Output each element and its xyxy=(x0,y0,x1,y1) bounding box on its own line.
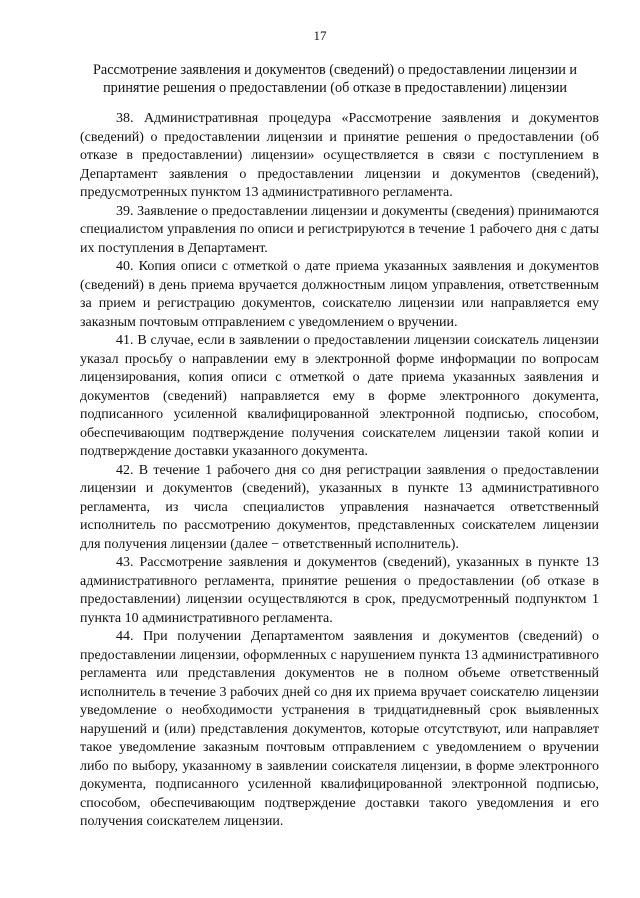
page-number: 17 xyxy=(313,28,327,43)
document-body xyxy=(80,110,599,832)
paragraph-43: 43. Рассмотрение заявления и документов (сведений), указанных в пункте 13 административного регламента, принятие решения о предоставлении (об отказе в предоставлении) лицензии осуществляются в срок, предусмотренный подпунктом 1 пункта 10 административного регламента. xyxy=(80,555,599,626)
section-heading: Рассмотрение заявления и документов (сведений) о предоставлении лицензии и принятие решения о предоставлении (об отказе в предоставлении) лицензии xyxy=(93,62,577,96)
paragraph-39: 39. Заявление о предоставлении лицензии и документы (сведения) принимаются специалистом управления по описи и регистрируются в течение 1 рабочего дня с даты их поступления в Департамент. xyxy=(80,203,599,256)
paragraph-41: 41. В случае, если в заявлении о предоставлении лицензии соискатель лицензии указал просьбу о направлении ему в электронной форме информации по вопросам лицензирования, копия описи с отметкой о дате приема указанных заявления и документов (сведений) направляется ему в форме электронного документа, подписанного усиленной квалифицированной электронной подписью, способом, обеспечивающим подтверждение получения соискателем лицензии такой копии и подтверждение доставки указанного документа. xyxy=(80,333,599,459)
paragraph-42: 42. В течение 1 рабочего дня со дня регистрации заявления о предоставлении лицензии и документов (сведений), указанных в пункте 13 административного регламента, из числа специалистов управления назначается ответственный исполнитель по рассмотрению документов, представленных соискателем лицензии для получения лицензии (далее − ответственный исполнитель). xyxy=(80,462,599,552)
paragraph-38: 38. Административная процедура «Рассмотрение заявления и документов (сведений) о предоставлении лицензии и принятие решения о предоставлении (об отказе в предоставлении) лицензии» осуществляется в связи с поступлением в Департамент заявления о предоставлении лицензии и документов (сведений), предусмотренных пунктом 13 административного регламента. xyxy=(80,111,599,200)
paragraph-40: 40. Копия описи с отметкой о дате приема указанных заявления и документов (сведений) в день приема вручается должностным лицом управления, ответственным за прием и регистрацию документов, соискателю лицензии или направляется ему заказным почтовым отправлением с уведомлением о вручении. xyxy=(80,259,599,330)
paragraph-44: 44. При получении Департаментом заявления и документов (сведений) о предоставлении лицензии, оформленных с нарушением пункта 13 административного регламента или представления документов не в полном объеме ответственный исполнитель в течение 3 рабочих дней со дня их приема вручает соискателю лицензии уведомление о необходимости устранения в тридцатидневный срок выявленных нарушений и (или) представления документов, которые отсутствуют, или направляет такое уведомление заказным почтовым отправлением с уведомлением о вручении либо по выбору, указанному в заявлении соискателя лицензии, в форме электронного документа, подписанного усиленной квалифицированной электронной подписью, способом, обеспечивающим подтверждение доставки такого уведомления и его получения соискателем лицензии. xyxy=(80,629,599,829)
